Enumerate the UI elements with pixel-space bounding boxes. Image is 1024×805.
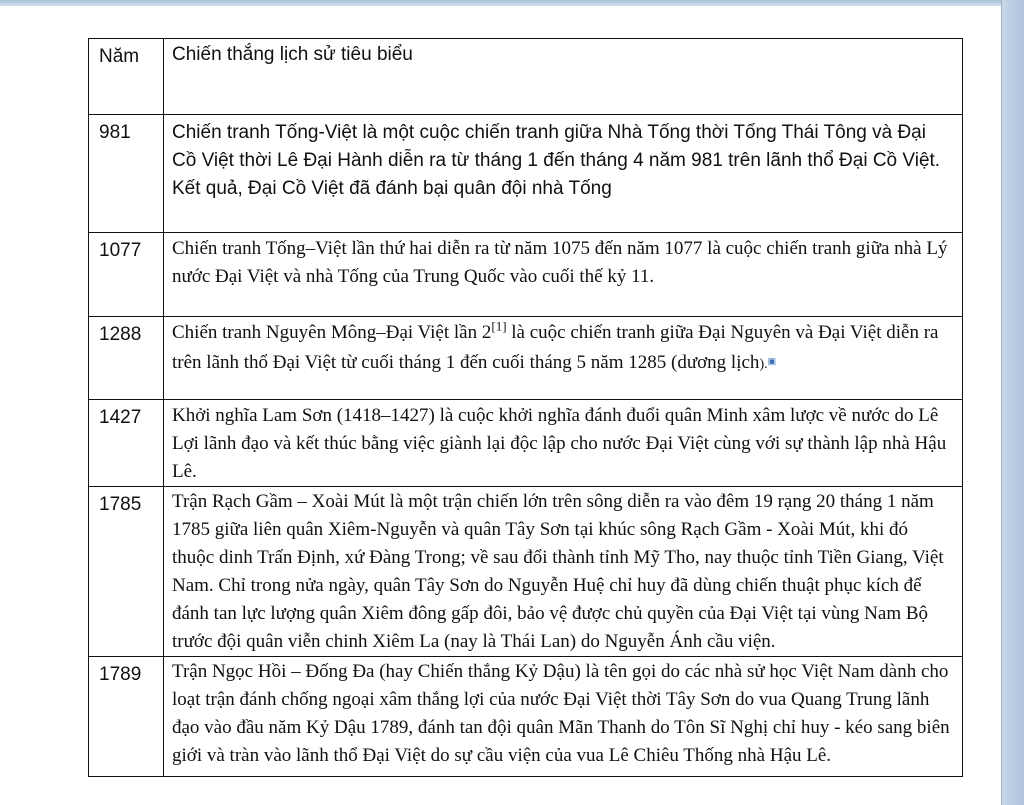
row-text-part: ). <box>759 357 768 372</box>
table-row <box>89 487 963 657</box>
row-text <box>164 317 963 400</box>
image-placeholder-icon: ▣ <box>767 356 777 366</box>
row-text: Trận Rạch Gầm – Xoài Mút là một trận chiến lớn trên sông diễn ra vào đêm 19 rạng 20 tháng 1 năm 1785 giữa liên quân Xiêm-Nguyễn và quân Tây Sơn tại khúc sông Rạch Gầm - Xoài Mút, khi đó thuộc dinh Trấn Định, xứ Đàng Trong; về sau đổi thành tỉnh Mỹ Tho, nay thuộc tỉnh Tiền Giang, Việt Nam. Chỉ trong nửa ngày, quân Tây Sơn do Nguyễn Huệ chỉ huy đã dùng chiến thuật phục kích để đánh tan lực lượng quân Xiêm đông gấp đôi, bảo vệ được chủ quyền của Đại Việt tại vùng Nam Bộ trước đội quân viễn chinh Xiêm La (nay là Thái Lan) do Nguyễn Ánh cầu viện. <box>164 487 963 657</box>
row-text: Trận Ngọc Hồi – Đống Đa (hay Chiến thắng Kỷ Dậu) là tên gọi do các nhà sử học Việt Nam dành cho loạt trận đánh chống ngoại xâm thắng lợi của nước Đại Việt thời Tây Sơn do vua Quang Trung lãnh đạo vào đầu năm Kỷ Dậu 1789, đánh tan đội quân Mãn Thanh do Tôn Sĩ Nghị chỉ huy - kéo sang biên giới và tràn vào lãnh thổ Đại Việt do sự cầu viện của vua Lê Chiêu Thống nhà Hậu Lê. <box>164 657 963 777</box>
table-row <box>89 115 963 233</box>
table-header-row <box>89 39 963 115</box>
row-year: 1288 <box>89 317 164 400</box>
row-year: 1427 <box>89 400 164 487</box>
row-text-part: Chiến tranh Nguyên Mông–Đại Việt lần 2 <box>172 322 492 343</box>
footnote-link[interactable]: [1] <box>491 318 507 334</box>
header-year: Năm <box>89 39 164 115</box>
table-row <box>89 317 963 400</box>
history-table <box>88 38 963 777</box>
row-year: 1077 <box>89 233 164 317</box>
table-row <box>89 657 963 777</box>
window-scrollbar[interactable] <box>1001 0 1024 805</box>
header-event: Chiến thắng lịch sử tiêu biểu <box>164 39 963 115</box>
row-year: 981 <box>89 115 164 233</box>
row-text: Chiến tranh Tống-Việt là một cuộc chiến tranh giữa Nhà Tống thời Tống Thái Tông và Đại Cồ Việt thời Lê Đại Hành diễn ra từ tháng 1 đến tháng 4 năm 981 trên lãnh thổ Đại Cồ Việt. Kết quả, Đại Cồ Việt đã đánh bại quân đội nhà Tống <box>164 115 963 233</box>
document-page <box>0 6 1001 805</box>
row-text: Khởi nghĩa Lam Sơn (1418–1427) là cuộc khởi nghĩa đánh đuổi quân Minh xâm lược về nước do Lê Lợi lãnh đạo và kết thúc bằng việc giành lại độc lập cho nước Đại Việt cùng với sự thành lập nhà Hậu Lê. <box>164 400 963 487</box>
row-text-part: là cuộc chiến tranh giữa Đại Nguyên và Đại Việt diễn ra trên lãnh thổ Đại Việt từ cuối tháng 1 đến cuối tháng 5 năm 1285 (dương lịch <box>172 322 939 373</box>
table-row <box>89 233 963 317</box>
row-year: 1789 <box>89 657 164 777</box>
row-year: 1785 <box>89 487 164 657</box>
row-text: Chiến tranh Tống–Việt lần thứ hai diễn ra từ năm 1075 đến năm 1077 là cuộc chiến tranh giữa nhà Lý nước Đại Việt và nhà Tống của Trung Quốc vào cuối thế kỷ 11. <box>164 233 963 317</box>
table-row <box>89 400 963 487</box>
